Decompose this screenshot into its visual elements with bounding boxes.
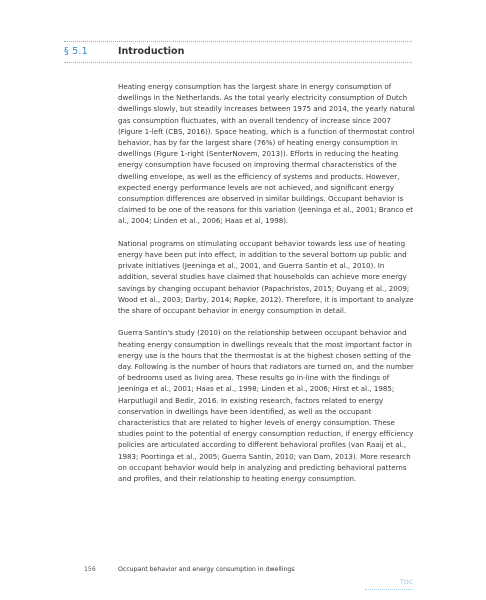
section-number: § 5.1 bbox=[64, 46, 88, 57]
section-header-top-rule bbox=[64, 41, 412, 42]
paragraph-2: National programs on stimulating occupant behavior towards less use of heating energy have been put into effect, in addition to the several bottom up public and private initiatives (Jeeninga et al., 2001, and Guerra Santin et al., 2010). In addition, several studies have claimed that households can achieve more energy savings by changing occupant behavior (Papachristos, 2015; Ouyang et al., 2009; Wood et al., 2003; Darby, 2014; Røpke, 2012). Therefore, it is important to analyze the share of occupant behavior in energy consumption in detail. bbox=[118, 238, 414, 316]
page-number: 156 bbox=[84, 566, 96, 573]
toc-rule bbox=[365, 589, 413, 590]
toc-link[interactable]: TOC bbox=[400, 579, 413, 586]
section-header-bottom-rule bbox=[64, 62, 412, 63]
section-title: Introduction bbox=[118, 46, 185, 57]
paragraph-3: Guerra Santin's study (2010) on the relationship between occupant behavior and heating energy consumption in dwellings reveals that the most important factor in energy use is the hours that the thermostat is at the highest chosen setting of the day. Following is the number of hours that radiators are turned on, and the number of bedrooms used as living area. These results go in-line with the findings of Jeeninga et al., 2001; Haas et al., 1998; Linden et al., 2006; Hirst et al., 1985; Harputlugil and Bedir, 2016. In existing research, factors related to energy conservation in dwellings have been identified, as well as the occupant characteristics that are related to higher levels of energy consumption. These studies point to the potential of energy consumption reduction, if energy efficiency policies are articulated according to different behavioral profiles (van Raaij et al., 1983; Poortinga et al., 2005; Guerra Santin, 2010; van Dam, 2013). More research on occupant behavior would help in analyzing and predicting behavioral patterns and profiles, and their relationship to heating energy consumption. bbox=[118, 328, 414, 484]
running-title: Occupant behavior and energy consumption in dwellings bbox=[118, 566, 295, 573]
body-text bbox=[118, 81, 416, 495]
paragraph-1: Heating energy consumption has the largest share in energy consumption of dwellings in the Netherlands. As the total yearly electricity consumption of Dutch dwellings slowly, but steadily increases between 1975 and 2014, the yearly natural gas consumption fluctuates, with an overall tendency of increase since 2007 (Figure 1-left (CBS, 2016)). Space heating, which is a function of thermostat control behavior, has by far the largest share (76%) of heating energy consumption in dwellings (Figure 1-right (SenterNovem, 2013)). Efforts in reducing the heating energy consumption have focused on improving thermal characteristics of the dwelling envelope, as well as the efficiency of systems and products. However, expected energy performance levels are not achieved, and significant energy consumption differences are observed in similar buildings. Occupant behavior is claimed to be one of the reasons for this variation (Jeeninga et al., 2001; Branco et al., 2004; Linden et al., 2006; Haas et al, 1998). bbox=[118, 82, 415, 226]
